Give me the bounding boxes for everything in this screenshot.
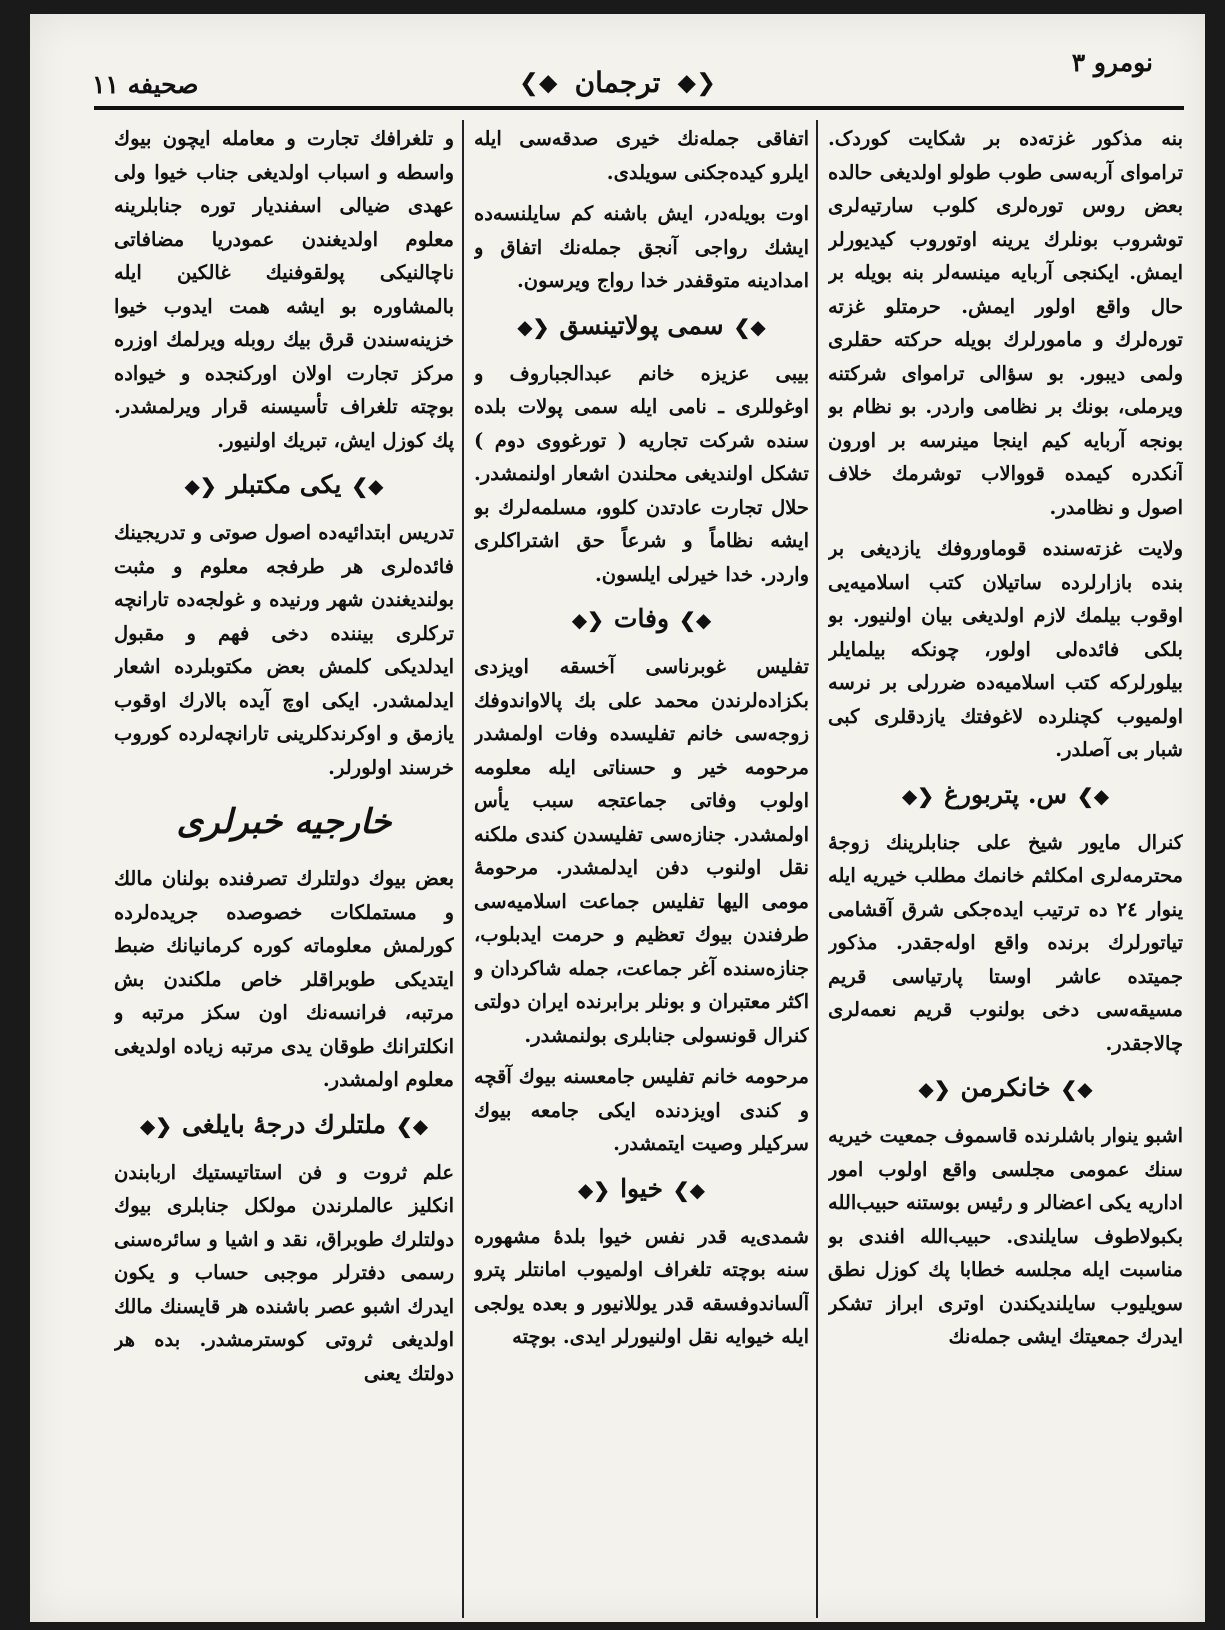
- ornament-left-icon: ❮◆: [518, 68, 558, 97]
- article-paragraph: و تلغرافك تجارت و معامله ايچون بيوك واسطه و اسباب اولديغى جناب خيوا ولى عهدى ضيالى اسفنديار توره جنابلرينه معلوم اولديغندن عمودريا مضافاتى ناچالنيکى پولقوفنيك غالکين ايله بالمشاوره بو ايشه همت ايدوب خيوا خزينه‌سندن قرق بيك روبله ويرلمك اوزره مرکز تجارت اولان اورکنجده و خيواده بوچته تلغراف تأسيسنه قرار ويرلمشدر. پك کوزل ايش، تبريك اولنيور.: [114, 127, 454, 452]
- section-title: س. پتربورغ: [943, 779, 1068, 809]
- issue-number: نومرو ٣: [1071, 48, 1153, 77]
- ornament-icon: ◆❯: [733, 314, 766, 339]
- column-right: [828, 122, 1183, 1612]
- article-paragraph: مرحومه خانم تفليس جامعسنه بيوك آقچه و کندى اويزدنده ايکى جامعه بيوك سرکيلر وصيت ايتمشدر.: [474, 1065, 809, 1155]
- article-paragraph: بنه مذکور غزته‌ده بر شکایت کوردک. ترامواى آربه‌سى طوب طولو اولديغى حالده بعض روس توره‌لرى کلوب سارتيه‌لرى توشروب بونلرك يرينه اوتوروب کيديورلر ايمش. ايکنجى آربايه مينسه‌لر بنه بويله بر حال واقع اولور ايمش. حرمتلو غزته توره‌لرك و مامورلرك بويله حرکته حقلرى ولمى ديبور. بو سؤالى ترامواى شرکتنه ويرملى، بونك بر نظامى واردر. بو نظام بو بونجه آربايه کيم اينجا مينرسه بر اورون آنکدره کيمده قوواﻻب توشرمك خلاف اصول و نظامدر.: [828, 127, 1183, 519]
- article-paragraph: شمدى‌يه قدر نفس خيوا بلدۀ مشهوره سنه بوچته تلغراف اولميوب امانتلر پترو آلساندوفسقه قدر يوللانيور و بعده يولجى ايله خيوايه نقل اولنيورلر ايدى. بوچته: [474, 1224, 809, 1348]
- section-title: سمى پولاتينسق: [559, 310, 724, 340]
- article-paragraph: اوت بويله‌در، ايش باشنه کم سايلنسه‌ده ايشك رواجى آنجق جمله‌نك اتفاق و امدادينه متوقفدر خدا رواج ويرسون.: [474, 202, 809, 292]
- article-paragraph: بيبى عزيزه خانم عبدالجباروف و اوغوللرى ـ نامى ايله سمى پولات بلده سنده شرکت تجاريه ( تورغووى دوم ) تشکل اولنديغى محلندن اشعار اولنمشدر. حلال تجارت عادتدن کلوو، مسلمه‌لرك بو ايشه نظاماً و شرعاً حق اشتراکلرى واردر. خدا خيرلى ايلسون.: [474, 361, 809, 586]
- section-title: ملتلرك درجۀ بايلغى: [181, 1109, 387, 1139]
- section-heading: [474, 601, 809, 638]
- column-divider-right: [816, 120, 818, 1618]
- ornament-icon: ❮◆: [571, 608, 604, 632]
- foreign-news-heading: خارجيه خبرلرى: [176, 802, 392, 842]
- article-paragraph: تفليس غوبرناسى آخسقه اويزدى بکزاده‌لرندن محمد على بك پالاواندوفك زوجه‌سى خانم تفليسده وفات اولمشدر مرحومه خير و حسناتى ايله معلومه اولوب وفاتى جماعتجه سبب يأس اولمشدر. جنازه‌سى تفليسدن کندى ملکنه نقل اولنوب دفن ايدلمشدر. مرحومۀ مومى اليها تفليس جماعت اسلاميه‌سى طرفندن بيوك تعظيم و حرمت ايدبلوب، جنازه‌سنده آغر جماعت، جمله شاکردان و اکثر معتبران و بونلر برابرنده ايران دولتى کنرال قونسولى جنابلرى بولنمشدر.: [474, 655, 809, 1047]
- section-title: خيوا: [620, 1173, 663, 1203]
- ornament-icon: ❮◆: [184, 474, 217, 498]
- newspaper-page: [30, 14, 1205, 1622]
- ornament-right-icon: ◆❯: [677, 68, 717, 97]
- section-title: وفات: [613, 604, 670, 633]
- ornament-icon: ◆❯: [351, 474, 384, 498]
- section-heading: [828, 1070, 1183, 1107]
- section-title: يکى مکتبلر: [226, 470, 342, 499]
- ornament-icon: ◆❯: [1077, 783, 1110, 808]
- section-heading: [474, 308, 809, 345]
- section-heading: [828, 777, 1183, 814]
- ornament-icon: ❮◆: [517, 314, 550, 339]
- ornament-icon: ❮◆: [918, 1077, 951, 1101]
- page-number: صحیفه ١١: [92, 70, 199, 99]
- ornament-icon: ◆❯: [679, 608, 712, 632]
- ornament-icon: ❮◆: [577, 1177, 611, 1202]
- article-paragraph: اشبو ينوار باشلرنده قاسموف جمعيت خيريه سنك عمومى مجلسى واقع اولوب امور اداريه يکى اعضالر و رئيس بوستنه حبيب‌الله بکبولاطوف سايلندى. حبيب‌الله افندى بو مناسبت ايله مجلسه خطابا پك کوزل نطق سويليوب سايلنديکندن اوترى ابراز تشکر ايدرك جمعيتك ايشى جمله‌نك: [828, 1124, 1183, 1348]
- ornament-icon: ❮◆: [139, 1113, 172, 1138]
- article-paragraph: کنرال مايور شيخ على جنابلرينك زوجۀ محترمه‌لرى امکلثم خانمك مطلب خيريه ايله ينوار ٢٤ ده ترتيب ايده‌جکى شرق آقشامى تياتورلرك برنده واقع اوله‌جقدر. مذکور جميتده عاشر اوستا پارتياسى قريم مسيقه‌سى دخى بولنوب قريم نعمه‌لرى چاﻻجقدر.: [828, 830, 1183, 1055]
- section-heading: [114, 467, 454, 504]
- article-paragraph: تدريس ابتدائيه‌ده اصول صوتى و تدريجينك فائده‌لرى هر طرفجه معلوم و مثبت بولنديغندن شهر ورنيده و غولجه‌ده تارانچه ترکلرى بيننده دخى فهم و مقبول ايدلديکى کلمش بعض مکتوبلرده اشعار ايدلمشدر. ايکى اوچ آيده بالارك اوقوب يازمق و اوکرندکلرينى تارانچه‌لرده کوروب خرسند اولورلر.: [114, 521, 454, 779]
- article-paragraph: اتفاقى جمله‌نك خيرى صدقه‌سى ايله ايلرو کيده‌جکنى سويلدى.: [474, 127, 809, 184]
- section-heading: [114, 1107, 454, 1144]
- section-heading: [474, 1171, 809, 1208]
- column-middle: [474, 122, 809, 1612]
- ornament-icon: ◆❯: [396, 1113, 429, 1138]
- masthead: [30, 66, 1205, 99]
- ornament-icon: ◆❯: [1060, 1077, 1093, 1101]
- ornament-icon: ❮◆: [901, 783, 934, 808]
- article-paragraph: ولايت غزته‌سنده قوماوروفك يازديغى بر بنده بازارلرده ساتيلان کتب اسلاميه‌يى اوقوب بيلمك لازم اولديغى بيان اولنيور. بو بلکى فائده‌لى اولور، چونکه بيلمايلر بيلورلرکه کتب اسلاميه‌ده ضررلى بر نرسه اولميوب کچنلرده لاغوفتك يازدقلرى کبى شبار بى آصلدر.: [828, 537, 1183, 761]
- header-rule: [94, 106, 1184, 110]
- column-left: [114, 122, 454, 1612]
- ornament-icon: ◆❯: [672, 1177, 706, 1202]
- newspaper-title: ترجمان: [574, 66, 661, 99]
- section-title: خانکرمن: [960, 1073, 1051, 1102]
- article-paragraph: علم ثروت و فن استاتيستيك اربابندن انکليز عالملرندن مولکل جنابلرى بيوك دولتلرك طوبراق، نقد و اشيا و سائره‌سنى رسمى دفترلر موجبى حساب و يکون ايدرك اشبو عصر باشنده هر قايسنك مالك اولديغى ثروتى کوسترمشدر. بده هر دولتك يعنى: [114, 1160, 454, 1385]
- column-divider-left: [462, 120, 464, 1618]
- article-paragraph: بعض بيوك دولتلرك تصرفنده بولنان مالك و مستملکات خصوصده جريده‌لرده کورلمش معلوماته کوره کرمانيانك ضبط ايتديکى طوبراقلر خاص ملکندن بش مرتبه، فرانسه‌نك اون سکز مرتبه و انکلترانك طوقان يدى مرتبه زياده اولديغى معلوم اولمشدر.: [114, 867, 454, 1091]
